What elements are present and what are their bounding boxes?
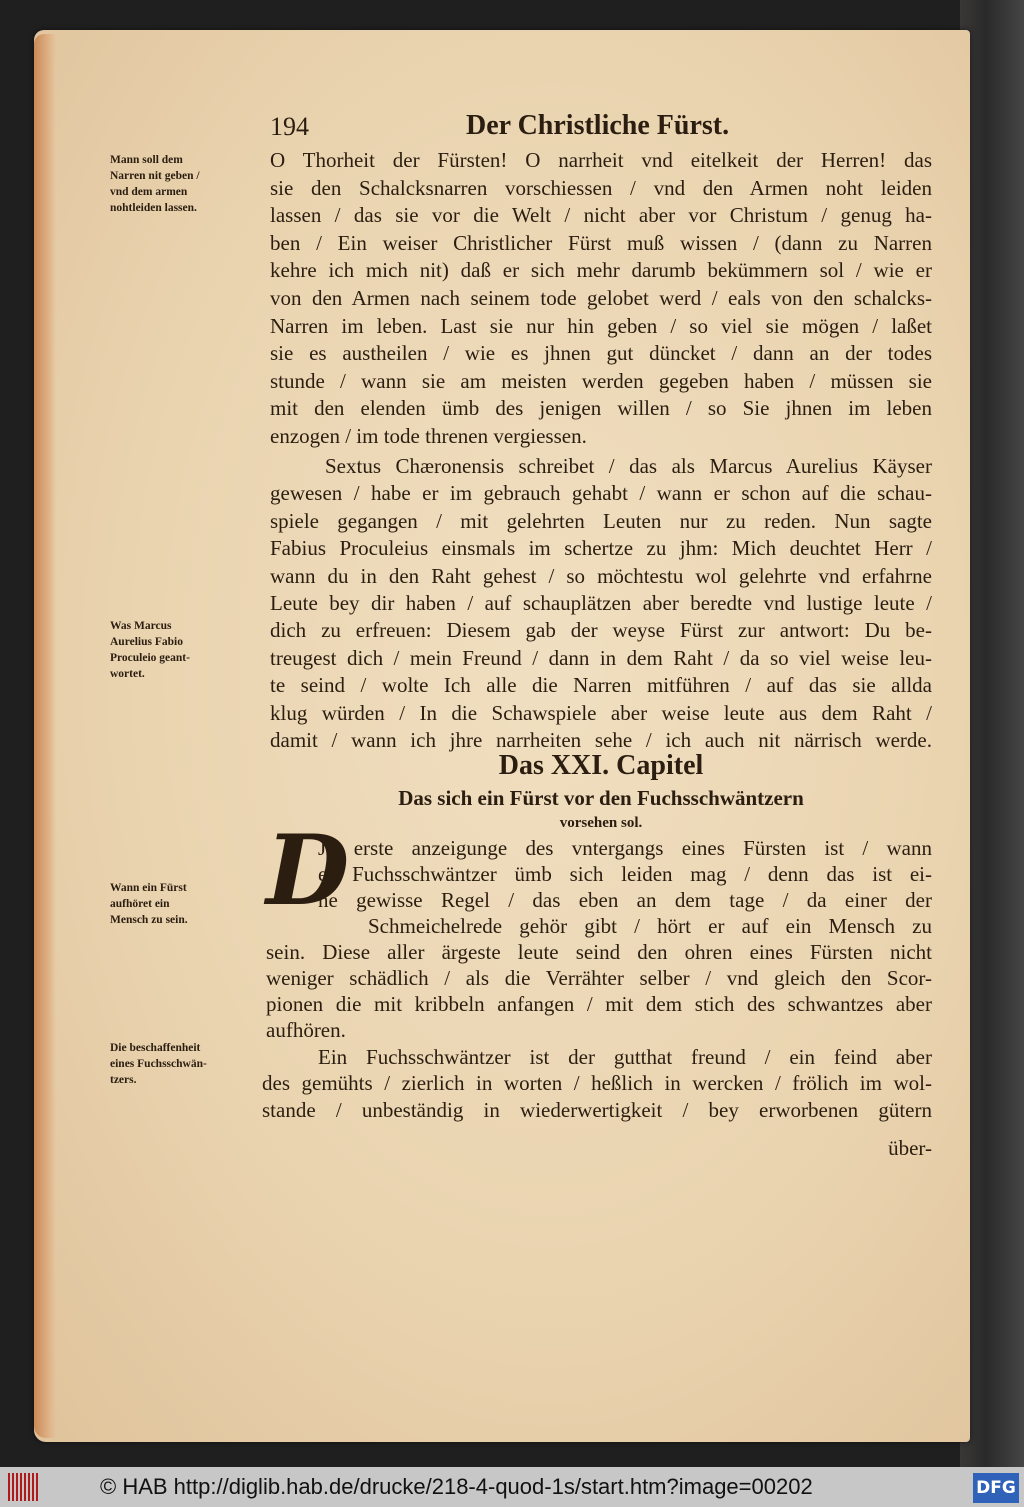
text-line: vorsehen sol.: [559, 815, 643, 831]
page-edge: [34, 34, 56, 1438]
text-line: über-: [888, 1136, 932, 1160]
text-line: ne gewisse Regel / das eben an dem tage / da einer der: [318, 888, 932, 912]
text-line: lassen / das sie vor die Welt / nicht aber vor Christum / genug ha-: [270, 203, 932, 228]
text-line: wann du in den Raht gehest / so möchtestu wol gelehrte vnd erfahrne: [270, 563, 932, 588]
footer-credit-link[interactable]: © HAB http://diglib.hab.de/drucke/218-4-quod-1s/start.htm?image=00202: [100, 1474, 813, 1499]
text-line: des gemühts / zierlich in worten / heßlich in wercken / frölich im wol-: [262, 1071, 932, 1095]
text-line: gewesen / habe er im gebrauch gehabt / wann er schon auf die schau-: [270, 481, 932, 506]
text-line: Das sich ein Fürst vor den Fuchsschwäntzern: [398, 786, 804, 810]
text-line: O Thorheit der Fürsten! O narrheit vnd eitelkeit der Herren! das: [270, 148, 932, 172]
text-line: pionen die mit kribbeln anfangen / mit dem stich des schwantzes aber: [266, 992, 932, 1016]
footer-bar: [0, 1467, 1024, 1507]
text-line: Narren im leben. Last sie nur hin geben / so viel sie mögen / laßet: [270, 313, 932, 338]
text-line: Schmeichelrede gehör gibt / hört er auf ein Mensch zu: [368, 914, 932, 938]
text-line: Sextus Chæronensis schreibet / das als Marcus Aurelius Käyser: [325, 454, 932, 478]
text-line: Ein Fuchsschwäntzer ist der gutthat freund / ein feind aber: [318, 1045, 932, 1069]
margin-note: [110, 618, 260, 682]
dfg-logo: DFG: [973, 1473, 1019, 1503]
margin-note-line: Mensch zu sein.: [110, 914, 188, 926]
text-line: sie es austheilen / wie es jhnen gut düncket / dann an der todes: [270, 341, 932, 366]
margin-note-line: Proculeio geant-: [110, 652, 190, 664]
margin-note: [110, 152, 260, 216]
margin-note-line: Wann ein Fürst: [110, 882, 187, 894]
text-line: treugest dich / mein Freund / dann in dem Raht / da so viel weise leu-: [270, 645, 932, 670]
text-line: kehre ich mich nit) daß er sich mehr darumb bekümmern sol / wie er: [270, 258, 932, 283]
text-line: Je erste anzeigunge des vntergangs eines Fürsten ist / wann: [318, 836, 932, 860]
text-line: te seind / wolte Ich alle die Narren mitführen / auf das sie allda: [270, 673, 932, 698]
text-line: mit den elenden ümb des jenigen willen / so Sie jhnen im leben: [270, 396, 932, 421]
margin-note: [110, 1040, 260, 1088]
margin-note-line: Mann soll dem: [110, 154, 183, 166]
text-line: klug würden / In die Schawspiele aber weise leute aus dem Raht /: [270, 700, 932, 725]
text-line: spiele gegangen / mit gelehrten Leuten nur zu reden. Nun sagte: [270, 508, 932, 533]
margin-note-line: wortet.: [110, 668, 145, 680]
drop-cap-initial: D: [266, 814, 350, 927]
text-line: stunde / wann sie am meisten werden gegeben haben / müssen sie: [270, 368, 932, 393]
text-line: dich zu erfreuen: Diesem gab der weyse Fürst zur antwort: Du be-: [270, 618, 932, 643]
running-title: Der Christliche Fürst.: [466, 110, 730, 141]
text-line: Leute bey dir haben / auf schauplätzen aber beredte vnd lustige leute /: [270, 591, 932, 615]
hab-logo-icon: [8, 1473, 40, 1501]
margin-note-line: Was Marcus: [110, 620, 172, 632]
text-line: aufhören.: [266, 1018, 346, 1042]
text-line: er Fuchsschwäntzer ümb sich leiden mag / denn das ist ei-: [318, 862, 932, 886]
text-line: weniger schädlich / als die Verrähter selber / vnd gleich den Scor-: [266, 966, 932, 990]
margin-note-line: Narren nit geben /: [110, 170, 200, 182]
text-line: stande / unbeständig in wiederwertigkeit / bey erworbenen gütern: [262, 1098, 932, 1122]
margin-note-line: tzers.: [110, 1074, 137, 1086]
text-line: sein. Diese aller ärgeste leute seind den ohren eines Fürsten nicht: [266, 940, 932, 964]
page-number: 194: [270, 112, 309, 141]
margin-note-line: Aurelius Fabio: [110, 636, 183, 648]
text-line: sie den Schalcksnarren vorschiessen / vnd den Armen noht leiden: [270, 175, 932, 200]
text-line: damit / wann ich jhre narrheiten sehe / ich auch nit närrisch werde.: [270, 728, 932, 752]
margin-note-line: Die beschaffenheit: [110, 1042, 201, 1054]
text-line: ben / Ein weiser Christlicher Fürst muß wissen / (dann zu Narren: [270, 230, 932, 255]
margin-note-line: nohtleiden lassen.: [110, 202, 197, 214]
text-line: Das XXI. Capitel: [498, 750, 704, 781]
margin-note-line: eines Fuchsschwän-: [110, 1058, 207, 1070]
text-line: enzogen / im tode threnen vergiessen.: [270, 424, 587, 448]
margin-note-line: aufhöret ein: [110, 898, 170, 910]
margin-note: [110, 880, 260, 928]
margin-note-line: vnd dem armen: [110, 186, 188, 198]
text-line: Fabius Proculeius einsmals im schertze zu jhm: Mich deuchtet Herr /: [270, 536, 932, 561]
text-line: von den Armen nach seinem tode gelobet werd / eals von den schalcks-: [270, 286, 932, 310]
